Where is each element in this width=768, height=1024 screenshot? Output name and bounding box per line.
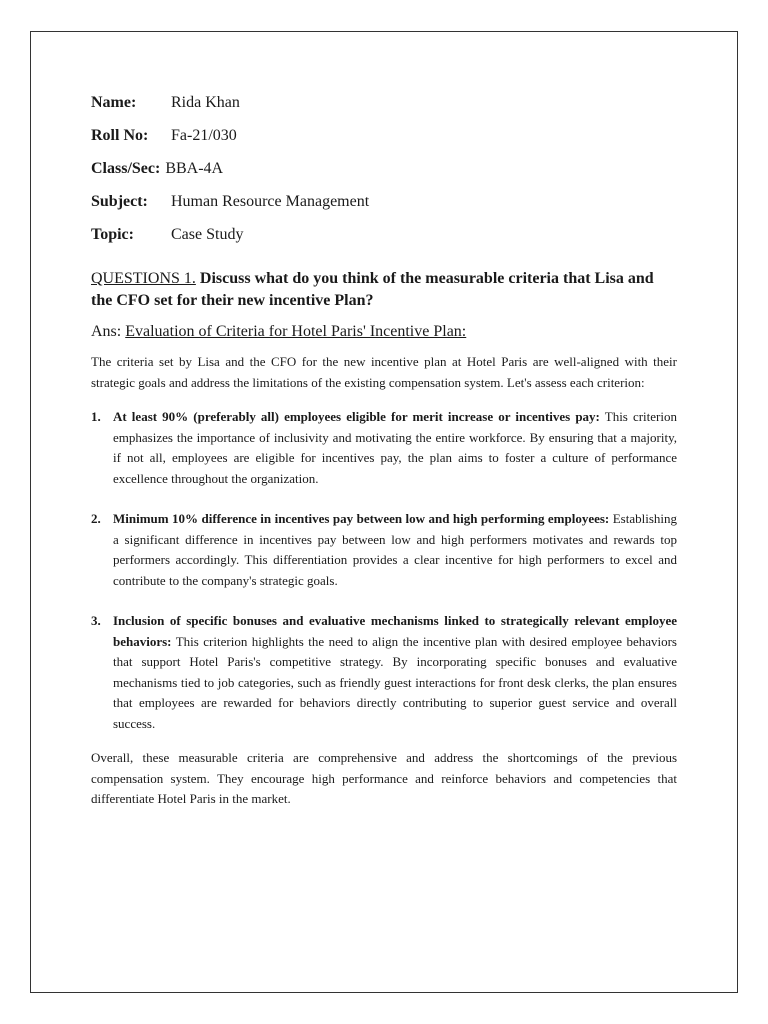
criterion-text: This criterion highlights the need to align the incentive plan with desired employee behaviors that support Hotel Paris's competitive strategy. By incorporating specific bonuses and evaluative mechanisms tied to job categories, such as friendly guest interactions for front desk clerks, the plan ensures that employees are rewarded for behaviors directly contributing to superior guest service and overall success. [113,633,677,731]
criterion-item [91,407,677,489]
subject-row [91,191,677,213]
subject-value: Human Resource Management [171,193,370,210]
subject-label: Subject: [91,193,148,210]
answer-conclusion: Overall, these measurable criteria are comprehensive and address the shortcomings of the previous compensation system. They encourage high performance and reinforce behaviors and competencies that differentiate Hotel Paris in the market. [91,750,677,806]
answer-prefix: Ans: [91,323,126,340]
name-row [91,92,677,114]
criterion-number: 3. [91,613,101,628]
criterion-text: Establishing a significant difference in incentives pay between low and high performers motivates and rewards top performers accordingly. This differentiation provides a clear incentive for high performers to excel and contribute to the company's strategic goals. [113,511,678,588]
criterion-title: Minimum 10% difference in incentives pay between low and high performing employees: [113,511,610,526]
topic-label: Topic: [91,226,134,243]
class-sec-row [91,158,677,180]
roll-no-label: Roll No: [91,127,149,144]
criterion-title: At least 90% (preferably all) employees eligible for merit increase or incentives pay: [113,409,600,424]
name-value: Rida Khan [171,94,240,111]
document-body [91,92,677,823]
criterion-text: This criterion emphasizes the importance of inclusivity and motivating the entire workforce. By ensuring that a majority, if not all, employees are eligible for incentives pay, the plan aims to foster a culture of performance excellence throughout the organization. [113,409,677,486]
criterion-item [91,509,677,591]
question-number: QUESTIONS 1. [91,270,196,287]
question-1 [91,268,677,312]
criterion-body [113,611,677,734]
class-sec-label: Class/Sec: [91,160,161,177]
criteria-list [91,407,677,734]
roll-no-value: Fa-21/030 [171,127,237,144]
criterion-body [113,509,677,591]
criterion-item [91,611,677,734]
criterion-title: Inclusion of specific bonuses and evaluative mechanisms linked to strategically relevant employee behaviors: [113,613,677,649]
answer-intro: The criteria set by Lisa and the CFO for the new incentive plan at Hotel Paris are well-aligned with their strategic goals and address the limitations of the existing compensation system. Let's assess each criterion: [91,354,677,390]
roll-no-row [91,125,677,147]
class-sec-value: BBA-4A [165,160,224,177]
criterion-number: 1. [91,409,101,424]
question-text: Discuss what do you think of the measurable criteria that Lisa and the CFO set for their new incentive Plan? [91,270,654,309]
name-label: Name: [91,94,137,111]
student-info [91,92,677,246]
criterion-number: 2. [91,511,101,526]
answer-heading [91,321,677,343]
topic-value: Case Study [171,226,244,243]
criterion-body [113,407,677,489]
topic-row [91,224,677,246]
answer-title: Evaluation of Criteria for Hotel Paris' Incentive Plan: [125,323,467,340]
